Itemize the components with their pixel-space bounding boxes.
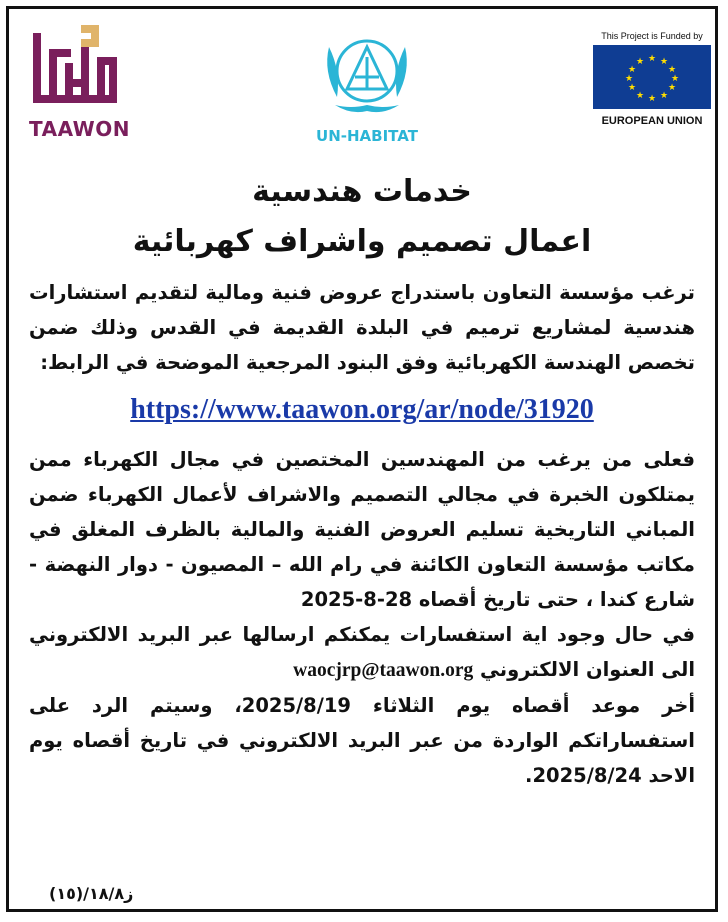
contact-email[interactable]: waocjrp@taawon.org bbox=[293, 660, 474, 681]
svg-text:★: ★ bbox=[627, 83, 637, 93]
svg-text:★: ★ bbox=[659, 91, 669, 101]
svg-text:★: ★ bbox=[647, 54, 657, 64]
svg-text:★: ★ bbox=[667, 65, 677, 75]
un-habitat-wordmark: UN-HABITAT bbox=[316, 127, 418, 145]
ad-title: خدمات هندسية bbox=[252, 174, 472, 209]
eu-name-label: EUROPEAN UNION bbox=[601, 115, 703, 127]
inquiry-text: في حال وجود اية استفسارات يمكنكم ارسالها عبر البريد الالكتروني الى العنوان الالكتروني bbox=[29, 623, 695, 681]
ad-subtitle: اعمال تصميم واشراف كهربائية bbox=[132, 224, 592, 259]
deadline-paragraph: أخر موعد أقصاه يوم الثلاثاء 2025/8/19، وسيتم الرد على استفساراتكم الواردة من عبر البريد الالكتروني في تاريخ أقصاه يوم الاحد 2025/8/24. bbox=[29, 694, 696, 787]
details-link[interactable]: https://www.taawon.org/ar/node/31920 bbox=[130, 394, 594, 425]
svg-text:★: ★ bbox=[624, 74, 634, 84]
svg-text:★: ★ bbox=[647, 94, 657, 104]
eu-flag-icon bbox=[593, 45, 711, 109]
ad-content bbox=[23, 169, 701, 793]
taawon-wordmark: TAAWON bbox=[29, 117, 130, 141]
taawon-logo bbox=[29, 23, 130, 141]
svg-text:★: ★ bbox=[659, 57, 669, 67]
reference-code: ز١٨/٨/(١٥) bbox=[49, 884, 134, 903]
taawon-logo-icon bbox=[29, 23, 121, 117]
logo-bar bbox=[9, 9, 715, 159]
svg-text:★: ★ bbox=[667, 83, 677, 93]
svg-text:★: ★ bbox=[627, 65, 637, 75]
eu-logo bbox=[591, 29, 713, 139]
un-habitat-emblem-icon bbox=[307, 27, 427, 119]
intro-paragraph: ترغب مؤسسة التعاون باستدراج عروض فنية ومالية لتقديم استشارات هندسية لمشاريع ترميم في البلدة القديمة في القدس وذلك ضمن تخصص الهندسة الكهربائية وفق البنود المرجعية الموضحة في الرابط: bbox=[29, 281, 695, 374]
eu-funded-label: This Project is Funded by bbox=[601, 31, 703, 41]
ad-frame bbox=[6, 6, 718, 912]
svg-text:★: ★ bbox=[635, 91, 645, 101]
inquiry-paragraph bbox=[29, 617, 695, 688]
un-habitat-logo bbox=[307, 27, 427, 145]
submission-paragraph: فعلى من يرغب من المهندسين المختصين في مجال الكهرباء ممن يمتلكون الخبرة في مجالي التصميم والاشراف لأعمال الكهرباء ضمن المباني التاريخية تسليم العروض الفنية والمالية بالظرف المغلق في مكاتب مؤسسة التعاون الكائنة في رام الله – المصيون - دوار النهضة - شارع كندا ، حتى تاريخ أقصاه 28-8-2025 bbox=[29, 448, 695, 611]
svg-text:★: ★ bbox=[635, 57, 645, 67]
svg-text:★: ★ bbox=[670, 74, 680, 84]
